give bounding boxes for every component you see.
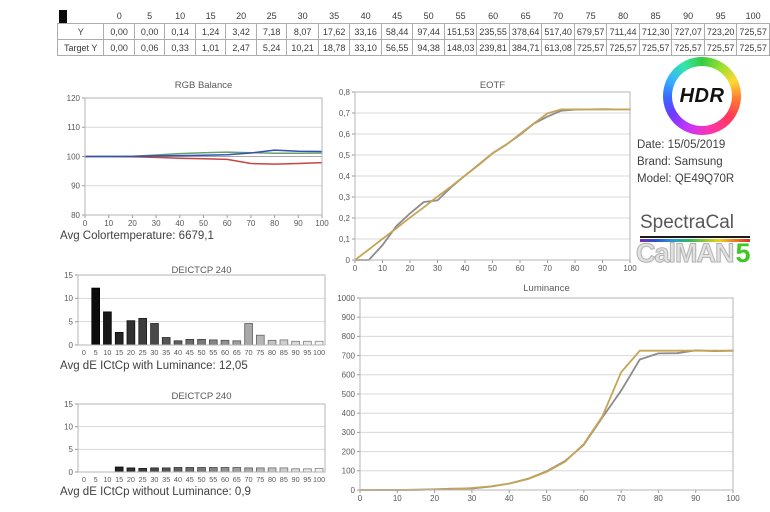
svg-text:70: 70 — [244, 475, 253, 484]
svg-text:0,4: 0,4 — [338, 171, 350, 181]
svg-text:80: 80 — [268, 475, 277, 484]
table-cell: 384,71 — [509, 40, 542, 56]
svg-text:80: 80 — [268, 348, 277, 357]
calman-version-label: 5 — [735, 238, 750, 268]
svg-text:100: 100 — [341, 466, 355, 476]
svg-text:300: 300 — [341, 428, 355, 438]
svg-text:0,1: 0,1 — [338, 234, 350, 244]
table-cell: 725,57 — [574, 40, 607, 56]
svg-text:20: 20 — [126, 475, 135, 484]
svg-text:5: 5 — [93, 475, 98, 484]
svg-text:15: 15 — [115, 475, 124, 484]
svg-text:75: 75 — [256, 348, 265, 357]
table-column-header: 75 — [585, 11, 596, 21]
svg-text:0,8: 0,8 — [338, 87, 350, 97]
svg-text:80: 80 — [71, 210, 80, 220]
table-column-header: 10 — [175, 11, 186, 21]
svg-text:15: 15 — [115, 348, 124, 357]
table-column-header: 35 — [329, 11, 340, 21]
svg-text:25: 25 — [138, 348, 147, 357]
table-cell: 3,42 — [226, 24, 256, 40]
svg-text:400: 400 — [341, 409, 355, 418]
table-column-header: 0 — [116, 11, 122, 21]
svg-text:200: 200 — [341, 447, 355, 457]
svg-text:70: 70 — [616, 494, 626, 503]
table-cell: 725,57 — [737, 24, 770, 40]
rgb-balance-title: RGB Balance — [174, 80, 233, 91]
svg-text:15: 15 — [64, 270, 73, 280]
svg-text:50: 50 — [197, 348, 206, 357]
svg-text:50: 50 — [197, 475, 206, 484]
svg-text:100: 100 — [726, 494, 740, 503]
table-column-header: 15 — [205, 11, 216, 21]
table-cell: 725,57 — [639, 40, 672, 56]
svg-text:100: 100 — [623, 264, 637, 273]
svg-text:1000: 1000 — [337, 293, 355, 303]
measurement-table — [57, 9, 770, 56]
table-cell: 235,55 — [477, 24, 510, 40]
svg-text:90: 90 — [691, 494, 701, 503]
table-row-label: Y — [58, 24, 104, 40]
svg-text:500: 500 — [341, 389, 355, 399]
table-cell: 0,00 — [104, 40, 134, 56]
svg-text:0: 0 — [81, 475, 86, 484]
table-column-header: 45 — [392, 11, 403, 21]
svg-text:110: 110 — [67, 123, 80, 133]
table-column-header: 30 — [297, 11, 308, 21]
table-cell: 0,06 — [134, 40, 164, 56]
table-column-header: 60 — [488, 11, 499, 21]
eotf-title: EOTF — [479, 80, 506, 91]
rgb-balance-chart — [58, 90, 338, 236]
luminance-title: Luminance — [523, 283, 570, 294]
table-cell: 725,57 — [737, 40, 770, 56]
svg-text:5: 5 — [93, 348, 98, 357]
table-cell: 0,14 — [165, 24, 195, 40]
table-cell: 17,62 — [318, 24, 350, 40]
deictcp-with-luminance-title: DEICTCP 240 — [171, 265, 232, 276]
svg-text:40: 40 — [175, 219, 185, 228]
svg-text:70: 70 — [244, 348, 253, 357]
svg-text:55: 55 — [209, 348, 218, 357]
table-column-header: 5 — [147, 11, 153, 21]
table-cell: 517,40 — [542, 24, 575, 40]
table-cell: 725,57 — [607, 40, 640, 56]
svg-text:120: 120 — [66, 93, 80, 103]
table-cell: 7,18 — [256, 24, 286, 40]
svg-text:100: 100 — [315, 219, 329, 228]
svg-text:0,7: 0,7 — [338, 108, 350, 118]
svg-text:30: 30 — [433, 264, 442, 273]
table-cell: 0,00 — [134, 24, 164, 40]
session-info — [637, 137, 734, 188]
svg-text:60: 60 — [515, 264, 525, 273]
svg-text:0: 0 — [81, 348, 86, 357]
table-cell: 10,21 — [287, 40, 319, 56]
table-cell: 94,38 — [413, 40, 445, 56]
table-cell: 2,47 — [226, 40, 256, 56]
svg-text:60: 60 — [220, 475, 230, 484]
svg-text:40: 40 — [173, 348, 183, 357]
table-column-header: 85 — [650, 11, 661, 21]
svg-text:10: 10 — [64, 422, 73, 432]
svg-text:600: 600 — [341, 370, 355, 380]
table-cell: 725,57 — [704, 40, 737, 56]
table-cell: 1,24 — [195, 24, 225, 40]
svg-text:30: 30 — [467, 494, 477, 503]
svg-text:90: 90 — [291, 475, 300, 484]
svg-text:65: 65 — [232, 348, 241, 357]
svg-text:80: 80 — [270, 219, 280, 228]
svg-text:80: 80 — [570, 264, 580, 273]
table-row-label: Target Y — [58, 40, 104, 56]
hdr-logo-inner — [672, 66, 732, 126]
svg-text:0,3: 0,3 — [338, 192, 350, 202]
svg-text:30: 30 — [150, 348, 159, 357]
svg-text:95: 95 — [303, 475, 312, 484]
spectracal-logo-text: SpectraCal — [640, 212, 734, 233]
svg-text:5: 5 — [68, 317, 73, 327]
svg-text:10: 10 — [104, 219, 114, 228]
svg-text:10: 10 — [103, 348, 112, 357]
table-cell: 1,01 — [195, 40, 225, 56]
table-cell: 58,44 — [381, 24, 413, 40]
table-cell: 97,44 — [413, 24, 445, 40]
table-row — [58, 40, 770, 56]
svg-text:40: 40 — [173, 475, 183, 484]
svg-text:30: 30 — [150, 475, 159, 484]
svg-text:0: 0 — [350, 485, 355, 495]
svg-text:700: 700 — [341, 351, 355, 361]
table-column-header: 95 — [715, 11, 726, 21]
svg-text:40: 40 — [504, 494, 514, 503]
svg-text:0: 0 — [82, 219, 88, 228]
hdr-logo-label: HDR — [679, 84, 725, 107]
table-cell: 151,53 — [444, 24, 477, 40]
model-label: Model: QE49Q70R — [637, 173, 735, 185]
svg-text:0: 0 — [345, 255, 350, 265]
table-header-row — [58, 9, 770, 24]
svg-text:60: 60 — [220, 348, 230, 357]
table-column-header: 70 — [553, 11, 564, 21]
svg-text:0: 0 — [68, 467, 73, 477]
svg-text:50: 50 — [488, 264, 497, 273]
table-column-header: 55 — [455, 11, 466, 21]
table-cell: 679,57 — [574, 24, 607, 40]
table-cell: 33,16 — [350, 24, 382, 40]
grayscale-steps-icon — [58, 9, 104, 24]
table-column-header: 40 — [360, 11, 371, 21]
table-column-header: 100 — [745, 11, 761, 21]
svg-text:20: 20 — [430, 494, 440, 503]
table-cell: 727,07 — [672, 24, 705, 40]
hdr-logo — [663, 57, 741, 135]
svg-text:80: 80 — [653, 494, 663, 503]
table-cell: 723,20 — [704, 24, 737, 40]
svg-text:10: 10 — [64, 294, 73, 304]
table-cell: 33,10 — [350, 40, 382, 56]
date-label: Date: 15/05/2019 — [637, 139, 726, 151]
svg-text:35: 35 — [162, 348, 171, 357]
table-cell: 0,33 — [165, 40, 195, 56]
svg-text:90: 90 — [598, 264, 607, 273]
svg-text:20: 20 — [126, 348, 135, 357]
deictcp-without-luminance-title: DEICTCP 240 — [171, 391, 232, 402]
table-cell: 712,30 — [639, 24, 672, 40]
table-cell: 378,64 — [509, 24, 542, 40]
svg-text:10: 10 — [378, 264, 387, 273]
svg-text:60: 60 — [222, 219, 232, 228]
svg-text:45: 45 — [185, 348, 194, 357]
svg-text:70: 70 — [543, 264, 552, 273]
svg-text:20: 20 — [405, 264, 415, 273]
table-cell: 5,24 — [256, 40, 286, 56]
table-column-header: 25 — [266, 11, 277, 21]
svg-text:0: 0 — [357, 494, 363, 503]
avg-de-with-luminance-label: Avg dE ICtCp with Luminance: 12,05 — [60, 360, 248, 372]
svg-text:0,2: 0,2 — [338, 213, 350, 223]
calman-logo-text: CalMAN — [636, 238, 734, 268]
svg-text:100: 100 — [66, 152, 80, 162]
table-cell: 725,57 — [672, 40, 705, 56]
table-cell: 8,07 — [287, 24, 319, 40]
svg-text:0,5: 0,5 — [338, 150, 350, 160]
svg-text:800: 800 — [341, 332, 355, 342]
svg-text:10: 10 — [103, 475, 112, 484]
svg-text:90: 90 — [293, 219, 303, 228]
svg-text:65: 65 — [232, 475, 241, 484]
svg-text:85: 85 — [279, 348, 288, 357]
svg-text:60: 60 — [579, 494, 589, 503]
svg-text:25: 25 — [138, 475, 147, 484]
table-cell: 148,03 — [444, 40, 477, 56]
svg-text:90: 90 — [71, 181, 80, 191]
svg-text:5: 5 — [68, 445, 73, 455]
deictcp-without-luminance-chart — [58, 398, 338, 484]
svg-text:30: 30 — [151, 219, 161, 228]
table-cell: 239,81 — [477, 40, 510, 56]
svg-text:90: 90 — [291, 348, 300, 357]
svg-text:50: 50 — [542, 494, 551, 503]
table-row — [58, 24, 770, 40]
svg-text:0: 0 — [352, 264, 358, 273]
table-column-header: 50 — [423, 11, 434, 21]
svg-text:55: 55 — [209, 475, 218, 484]
svg-text:0,6: 0,6 — [338, 129, 350, 139]
table-column-header: 65 — [520, 11, 531, 21]
table-cell: 613,08 — [542, 40, 575, 56]
svg-text:45: 45 — [185, 475, 194, 484]
svg-text:15: 15 — [64, 399, 73, 409]
avg-de-without-luminance-label: Avg dE ICtCp without Luminance: 0,9 — [60, 486, 251, 498]
svg-text:70: 70 — [246, 219, 256, 228]
svg-text:75: 75 — [256, 475, 265, 484]
luminance-chart — [332, 290, 746, 504]
svg-text:85: 85 — [279, 475, 288, 484]
svg-text:100: 100 — [313, 475, 326, 484]
svg-text:10: 10 — [392, 494, 402, 503]
brand-label: Brand: Samsung — [637, 156, 723, 168]
svg-text:40: 40 — [460, 264, 470, 273]
calman-logo — [636, 238, 750, 269]
eotf-chart — [330, 86, 642, 274]
svg-text:900: 900 — [341, 313, 355, 322]
svg-text:50: 50 — [199, 219, 208, 228]
table-cell: 56,55 — [381, 40, 413, 56]
table-cell: 711,44 — [607, 24, 640, 40]
svg-text:35: 35 — [162, 475, 171, 484]
deictcp-with-luminance-chart — [58, 272, 338, 360]
svg-text:0: 0 — [68, 340, 73, 350]
table-column-header: 20 — [236, 11, 247, 21]
svg-text:95: 95 — [303, 348, 312, 357]
table-column-header: 80 — [618, 11, 629, 21]
svg-text:20: 20 — [127, 219, 137, 228]
table-column-header: 90 — [683, 11, 694, 21]
svg-text:100: 100 — [313, 348, 326, 357]
table-cell: 18,78 — [318, 40, 350, 56]
avg-colortemperature-label: Avg Colortemperature: 6679,1 — [60, 230, 214, 242]
table-cell: 0,00 — [104, 24, 134, 40]
